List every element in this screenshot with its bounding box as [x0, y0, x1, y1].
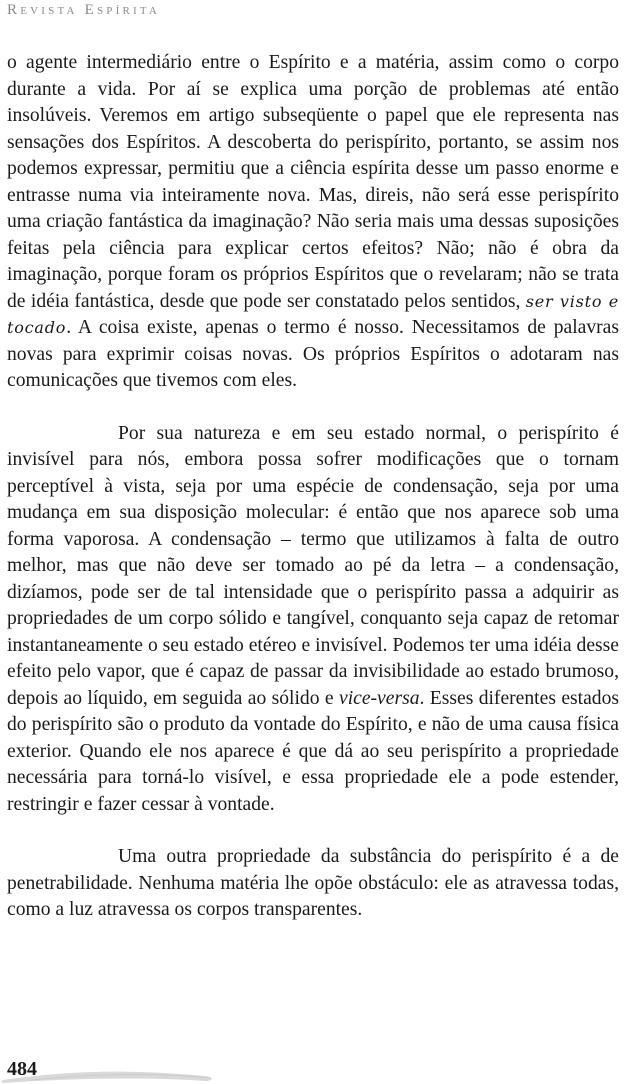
paragraph-1-text-b: . A coisa existe, apenas o termo é nosso. Necessitamos de palavras novas para exprimir coisas novas. Os próprios Espíritos o adotaram nas comunicações que tivemos com eles.: [7, 317, 619, 391]
paragraph-3: [7, 844, 619, 924]
paragraph-3-text: Uma outra propriedade da substância do perispírito é a de penetrabilidade. Nenhuma matéria lhe opõe obstáculo: ele as atravessa todas, como a luz atravessa os corpos transparentes.: [7, 846, 619, 920]
paragraph-2-emphasis: vice-versa: [339, 687, 420, 709]
running-head: Revista Espírita: [7, 2, 161, 18]
paragraph-2: [7, 421, 619, 819]
page-number: 484: [7, 1058, 37, 1080]
paragraph-1-text-a: o agente intermediário entre o Espírito e a matéria, assim como o corpo durante a vida. Por aí se explica uma porção de problemas até então insolúveis. Veremos em artigo subseqüente o papel que ele representa nas sensações dos Espíritos. A descoberta do perispírito, portanto, se assim nos podemos expressar, permitiu que a ciência espírita desse um passo enorme e entrasse numa via inteiramente nova. Mas, direis, não será esse perispírito uma criação fantástica da imaginação? Não seria mais uma dessas suposições feitas pela ciência para explicar certos efeitos? Não; não é obra da imaginação, porque foram os próprios Espíritos que o revelaram; não se trata de idéia fantástica, desde que pode ser constatado pelos sentidos,: [7, 52, 619, 312]
paragraph-1-emphasis: ser visto e tocado: [7, 291, 620, 337]
paragraph-1: [7, 50, 619, 395]
body-text: [7, 50, 619, 924]
paragraph-2-text-b: . Esses diferentes estados do perispírito são o produto da vontade do Espírito, e não de uma causa física exterior. Quando ele nos aparece é que dá ao seu perispírito a propriedade necessária para torná-lo visível, e essa propriedade ele a pode estender, restringir e fazer cessar à vontade.: [7, 687, 620, 815]
paragraph-2-text-a: Por sua natureza e em seu estado normal, o perispírito é invisível para nós, embora possa sofrer modificações que o tornam perceptível à vista, seja por uma espécie de condensação, seja por uma mudança em sua disposição molecular: é então que nos aparece sob uma forma vaporosa. A condensação – termo que utilizamos à falta de outro melhor, mas que não deve ser tomado ao pé da letra – a condensação, dizíamos, pode ser de tal intensidade que o perispírito passa a adquirir as propriedades de um corpo sólido e tangível, conquanto seja capaz de retomar instantaneamente o seu estado etéreo e invisível. Podemos ter uma idéia desse efeito pelo vapor, que é capaz de passar da invisibilidade ao estado brumoso, depois ao líquido, em seguida ao sólido e: [7, 422, 619, 709]
